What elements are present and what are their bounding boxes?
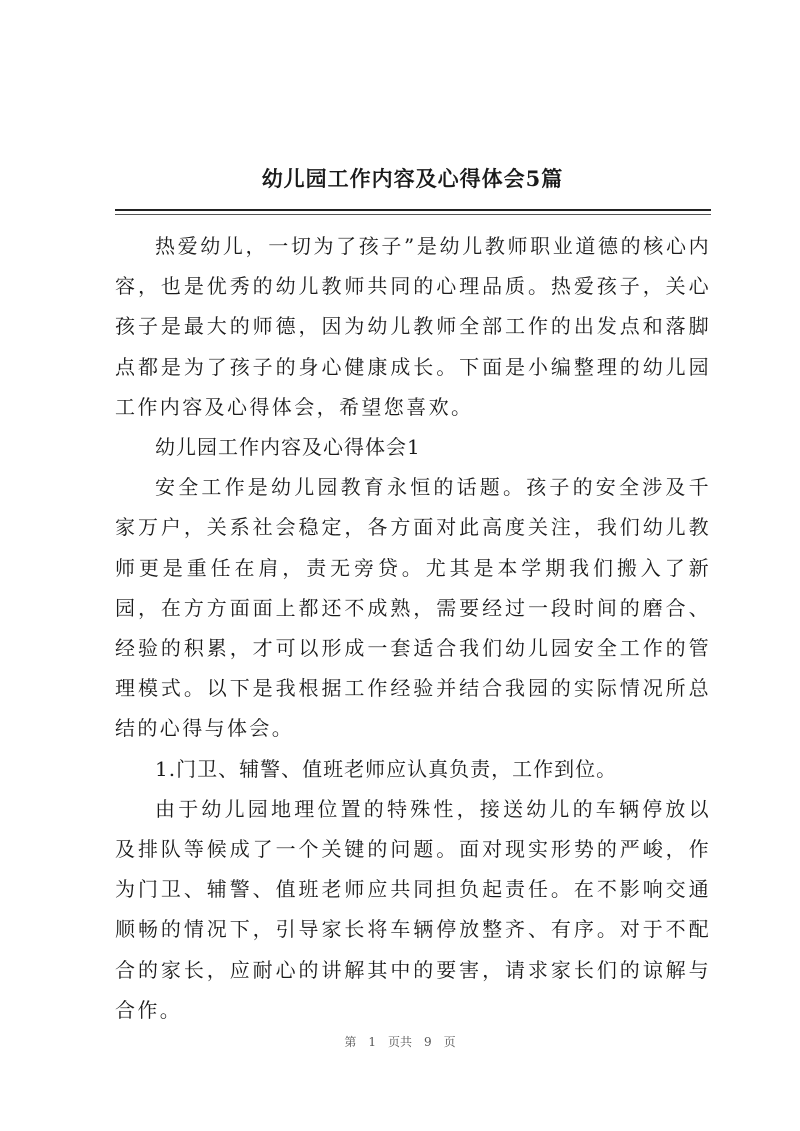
page-footer: [0, 1034, 800, 1050]
footer-page-number: 1: [368, 1035, 376, 1049]
footer-page-word: 第: [344, 1035, 357, 1049]
body-paragraph: 由于幼儿园地理位置的特殊性，接送幼儿的车辆停放以及排队等候成了一个关键的问题。面对现实形势的严峻，作为门卫、辅警、值班老师应共同担负起责任。在不影响交通顺畅的情况下，引导家长将车辆停放整齐、有序。对于不配合的家长，应耐心的讲解其中的要害，请求家长们的谅解与合作。: [115, 796, 711, 1022]
footer-total-pages: 9: [424, 1035, 432, 1049]
numbered-point: 1.门卫、辅警、值班老师应认真负责，工作到位。: [155, 756, 618, 781]
body-paragraph: 安全工作是幼儿园教育永恒的话题。孩子的安全涉及千家万户，关系社会稳定，各方面对此高度关注，我们幼儿教师更是重任在肩，责无旁贷。尤其是本学期我们搬入了新园，在方方面面上都还不成熟，需要经过一段时间的磨合、经验的积累，才可以形成一套适合我们幼儿园安全工作的管理模式。以下是我根据工作经验并结合我园的实际情况所总结的心得与体会。: [115, 475, 711, 741]
title-underline-thick: [115, 209, 711, 211]
footer-page-suffix: 页: [443, 1035, 456, 1049]
title-underline-thin: [115, 214, 711, 215]
section-heading: 幼儿园工作内容及心得体会1: [155, 435, 421, 460]
document-title: 幼儿园工作内容及心得体会5篇: [261, 166, 564, 191]
footer-total-prefix: 页共: [387, 1035, 412, 1049]
intro-paragraph: 热爱幼儿，一切为了孩子”是幼儿教师职业道德的核心内容，也是优秀的幼儿教师共同的心理品质。热爱孩子，关心孩子是最大的师德，因为幼儿教师全部工作的出发点和落脚点都是为了孩子的身心健康成长。下面是小编整理的幼儿园工作内容及心得体会，希望您喜欢。: [115, 234, 711, 419]
document-body: [115, 226, 711, 1030]
